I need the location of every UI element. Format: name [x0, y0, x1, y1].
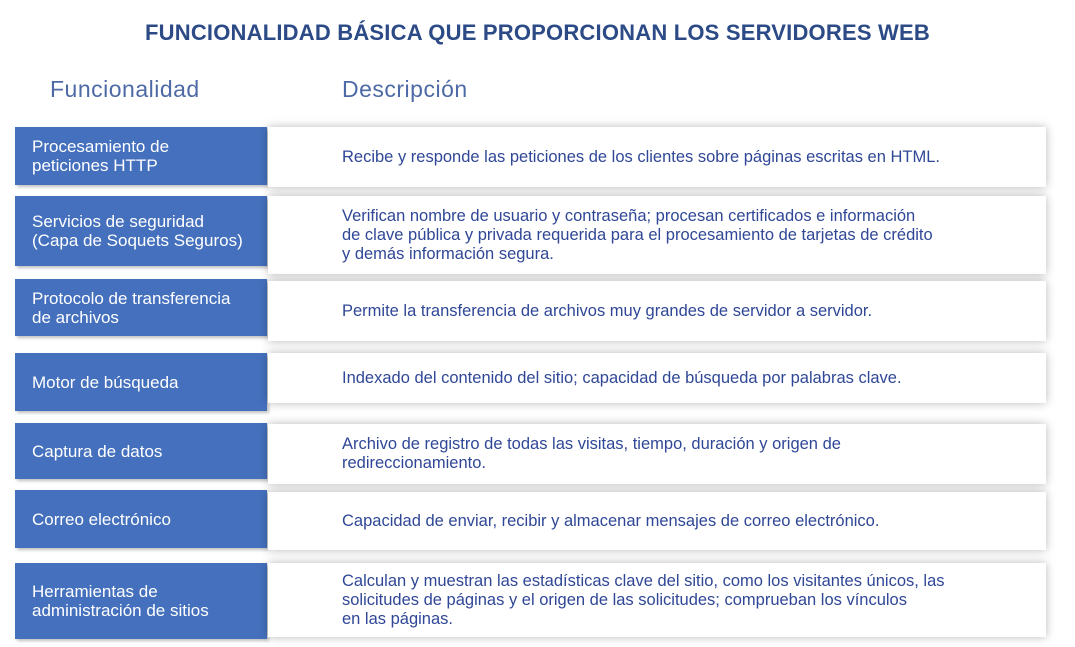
description-text: Capacidad de enviar, recibir y almacenar mensajes de correo electrónico.: [342, 511, 880, 530]
description-text: Verifican nombre de usuario y contraseña; procesan certificados e información de clave pública y privada requerida para el procesamiento de tarjetas de crédito y demás información segura.: [342, 206, 933, 263]
description-text: Calculan y muestran las estadísticas clave del sitio, como los visitantes únicos, las solicitudes de páginas y el origen de las solicitudes; comprueban los vínculos en las páginas.: [342, 571, 945, 628]
description-text: Permite la transferencia de archivos muy grandes de servidor a servidor.: [342, 301, 873, 320]
functionality-label: [15, 127, 267, 185]
functionality-label-text: Herramientas de administración de sitios: [32, 582, 209, 620]
functionality-label-text: Protocolo de transferencia de archivos: [32, 288, 231, 327]
description-cell: [268, 127, 1046, 187]
functionality-label-text: Correo electrónico: [32, 509, 171, 529]
functionality-label: [15, 490, 267, 548]
description-cell: [268, 196, 1046, 274]
functionality-label-text: Captura de datos: [32, 441, 163, 461]
description-text: Archivo de registro de todas las visitas, tiempo, duración y origen de redireccionamiento.: [342, 435, 841, 472]
functionality-label: [15, 279, 267, 336]
description-cell: [268, 353, 1046, 403]
description-cell: [268, 424, 1046, 484]
description-cell: [268, 281, 1046, 341]
functionality-label: [15, 423, 267, 479]
description-text: Indexado del contenido del sitio; capacidad de búsqueda por palabras clave.: [342, 368, 902, 387]
functionality-label-text: Procesamiento de peticiones HTTP: [32, 137, 170, 175]
functionality-label: [15, 353, 267, 411]
column-header-description: Descripción: [342, 76, 468, 102]
functionality-label-text: Motor de búsqueda: [32, 372, 179, 392]
functionality-label: [15, 563, 267, 639]
column-header-functionality: Funcionalidad: [50, 76, 200, 102]
functionality-label-text: Servicios de seguridad (Capa de Soquets Seguros): [32, 212, 243, 250]
description-text: Recibe y responde las peticiones de los clientes sobre páginas escritas en HTML.: [342, 147, 940, 166]
page-title: FUNCIONALIDAD BÁSICA QUE PROPORCIONAN LOS SERVIDORES WEB: [145, 20, 930, 45]
description-cell: [268, 492, 1046, 550]
functionality-label: [15, 196, 267, 266]
description-cell: [268, 563, 1046, 637]
